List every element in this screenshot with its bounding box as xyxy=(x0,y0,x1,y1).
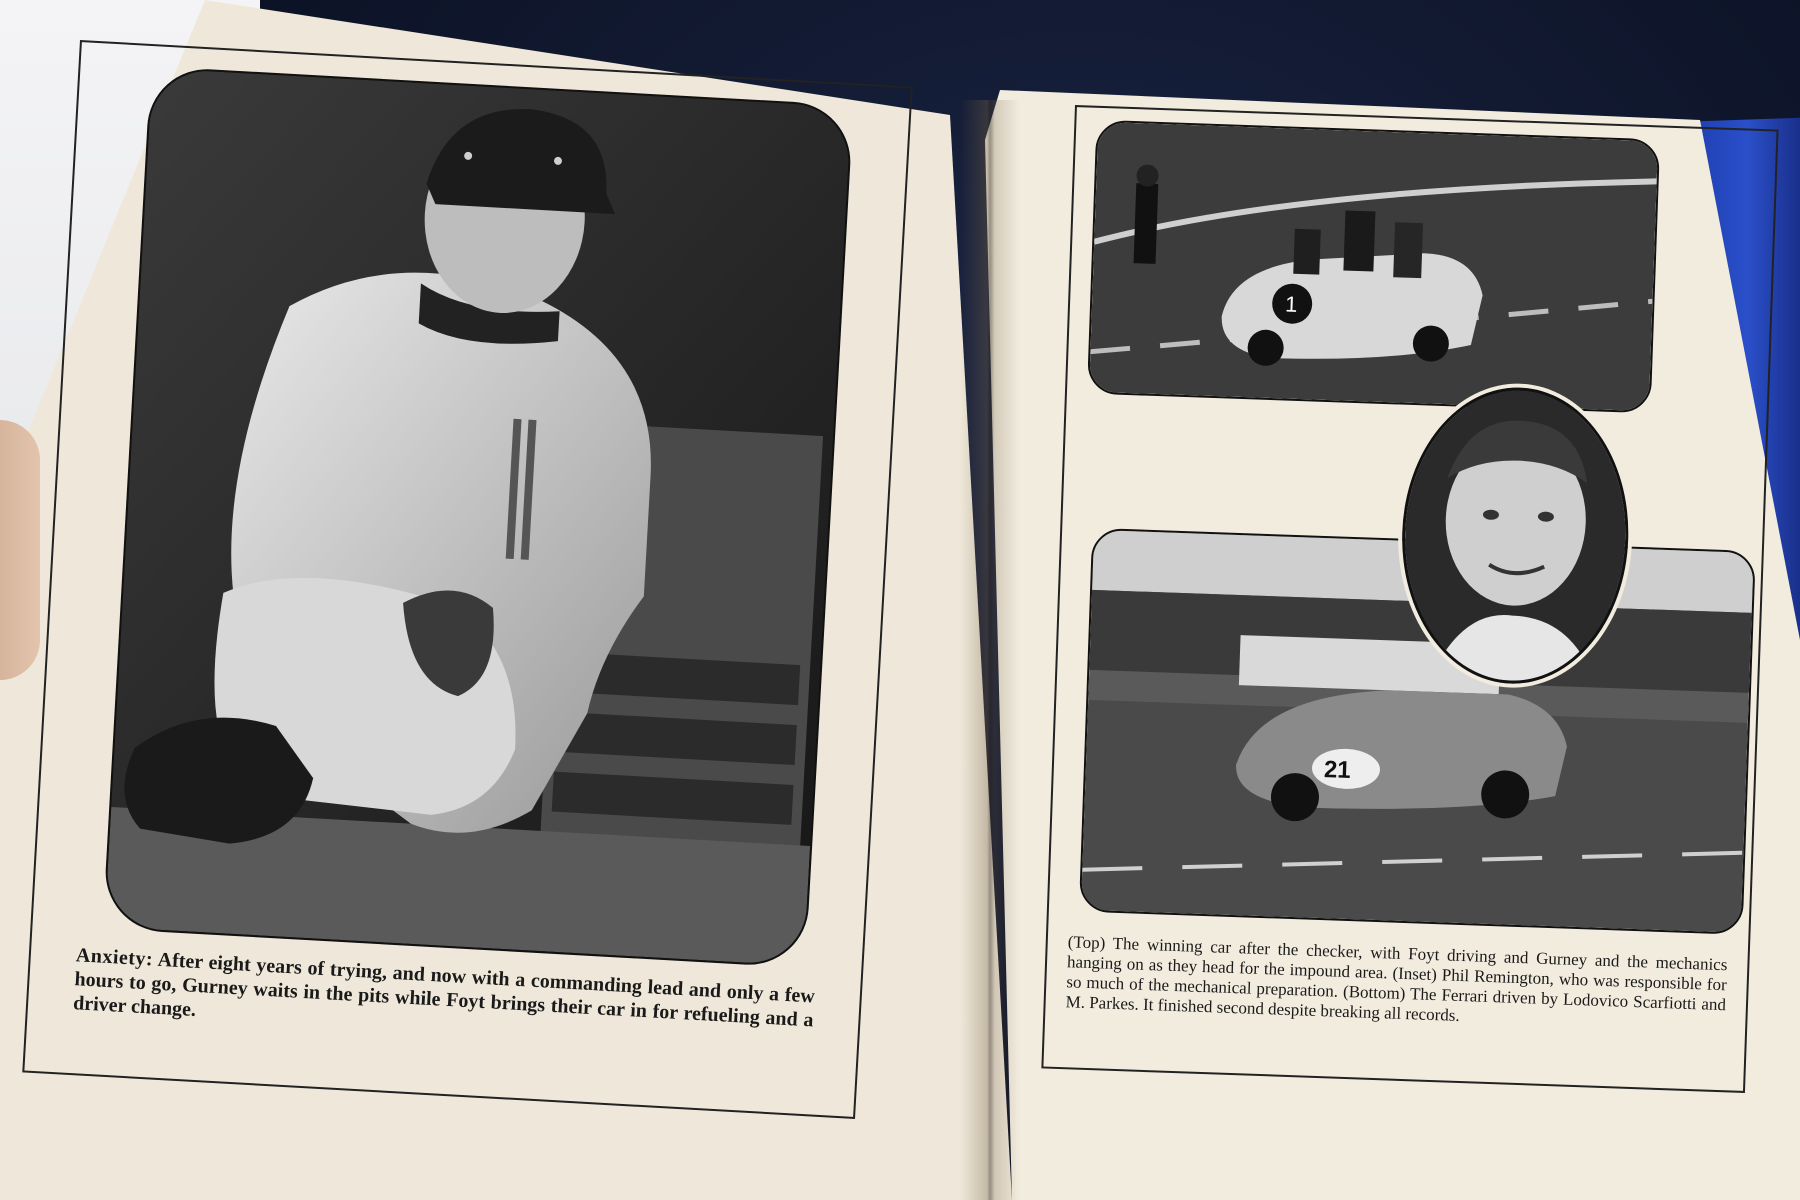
right-caption: (Top) The winning car after the checker, with Foyt driving and Gurney and the mechanics hanging on as they head for the impound area. (Inset) Phil Remington, who was responsible for so much of the mechanical preparation. (Bottom) The Ferrari driven by Lodovico Scarfiotti and M. Parkes. It finished second despite breaking all records. xyxy=(1065,932,1728,1025)
top-car-number: 1 xyxy=(1284,291,1298,317)
bottom-car-number: 21 xyxy=(1323,756,1352,785)
driver-photo-illustration xyxy=(105,68,852,966)
reader-thumb xyxy=(0,420,40,680)
caption-lead: Anxiety: xyxy=(75,944,154,971)
winning-car-illustration xyxy=(1089,122,1658,411)
winning-car-photo xyxy=(1087,120,1660,414)
left-page-frame xyxy=(22,40,912,1119)
caption-body: After eight years of trying, and now with a commanding lead and only a few hours to go, Gurney waits in the pits while Foyt brings their car in for refueling and a driver change. xyxy=(72,948,816,1032)
book-gutter xyxy=(960,100,1020,1200)
right-page-frame xyxy=(1041,105,1778,1093)
driver-photo xyxy=(102,66,853,968)
